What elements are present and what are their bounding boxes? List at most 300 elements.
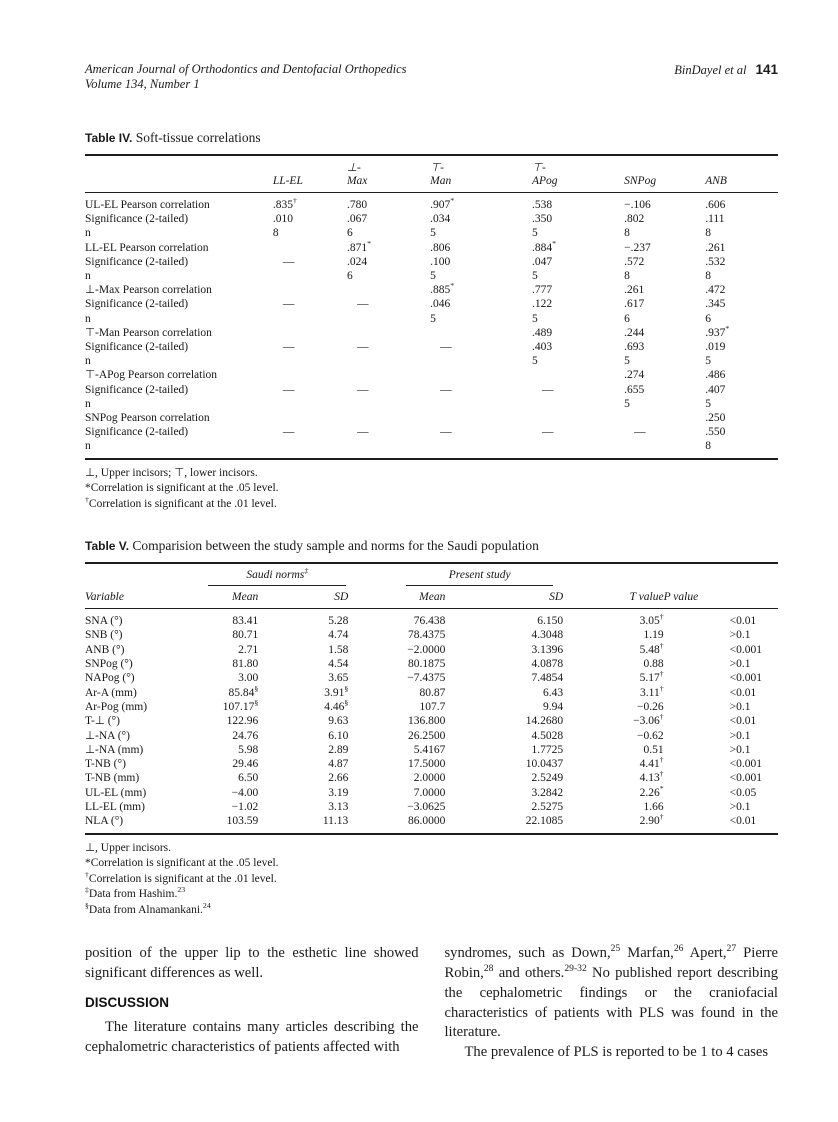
table4-col-header: ⊥- Max xyxy=(347,155,430,193)
row-label: Ar-A (mm) xyxy=(85,686,137,699)
table-cell xyxy=(273,368,347,382)
table-cell: −4.00 xyxy=(231,786,259,799)
table4-header-row xyxy=(85,155,778,193)
row-label: LL-EL Pearson correlation xyxy=(85,241,209,254)
table5-col-header: Mean xyxy=(206,586,258,609)
table-row xyxy=(85,425,778,439)
table-cell: 6.43 xyxy=(543,686,564,699)
table5-group-spacer xyxy=(664,563,778,586)
table-cell: <0.001 xyxy=(729,672,762,685)
footnote: †Correlation is significant at the .01 level. xyxy=(85,494,277,510)
table-cell: 122.96 xyxy=(226,715,259,728)
table-cell: .350 xyxy=(531,213,553,226)
table-cell: — xyxy=(541,383,554,396)
table-cell xyxy=(532,439,624,458)
footnote: *Correlation is significant at the .05 level. xyxy=(85,482,279,495)
row-label: NAPog (°) xyxy=(85,672,135,685)
table-cell: .802 xyxy=(624,213,645,226)
body-paragraph: syndromes, such as Down,$^{25}$ Marfan,$^{26}$ Apert,$^{27}$ Pierre Robin,$^{28}$ and others.$^{29-32}$ No published report describing the cephalometric findings or the craniofacial characteristics of patients with PLS was found in the literature. xyxy=(444,943,778,1041)
row-label: ⊥-NA (°) xyxy=(85,729,130,742)
table-cell: .538 xyxy=(531,199,553,211)
table-cell: 4.41† xyxy=(639,755,664,771)
table-cell: — xyxy=(282,255,295,268)
table-cell: .034 xyxy=(430,213,451,226)
table-cell: >0.1 xyxy=(729,700,751,713)
table-cell: 0.88 xyxy=(643,658,664,671)
table-cell: >0.1 xyxy=(729,801,751,814)
journal-name-block xyxy=(85,62,407,92)
table-row xyxy=(85,212,778,226)
table-cell: .100 xyxy=(430,255,451,268)
table-cell: — xyxy=(356,341,369,354)
body-column-right xyxy=(445,944,779,1063)
table-cell: <0.001 xyxy=(729,772,762,785)
table-cell: 5 xyxy=(531,227,538,240)
table5-caption: Comparision between the study sample and norms for the Saudi population xyxy=(132,538,539,554)
table-cell xyxy=(273,283,347,297)
table-row xyxy=(85,340,778,354)
table5-section xyxy=(85,537,778,918)
table-cell: 0.51 xyxy=(643,743,664,756)
table-cell: 4.3048 xyxy=(531,629,564,642)
table-cell: −3.0625 xyxy=(407,801,446,814)
table-row xyxy=(85,671,778,685)
row-label: T-NB (°) xyxy=(85,758,126,771)
table-cell: .780 xyxy=(346,199,368,211)
table-cell: 26.2500 xyxy=(407,729,446,742)
table-cell: −.106 xyxy=(624,199,651,211)
row-label: Significance (2-tailed) xyxy=(85,213,189,226)
table4-col-header: LL-EL xyxy=(273,155,347,193)
table-cell: .489 xyxy=(531,326,553,339)
table-cell xyxy=(347,397,430,411)
table-cell: .019 xyxy=(705,341,726,354)
row-label: ANB (°) xyxy=(85,643,125,656)
table-cell: <0.01 xyxy=(729,715,757,728)
table-row xyxy=(85,255,778,269)
table-cell xyxy=(532,411,624,425)
table-cell: 8 xyxy=(624,270,630,283)
table-cell: 6.150 xyxy=(537,615,564,628)
table-cell xyxy=(430,368,532,382)
table-cell: 4.87 xyxy=(328,758,349,771)
table-cell: 5.4167 xyxy=(413,743,446,756)
table-row xyxy=(85,771,778,785)
table-cell: 3.00 xyxy=(238,672,259,685)
table4-col-header: ⊤- Man xyxy=(430,155,532,193)
table-cell: .572 xyxy=(624,255,645,268)
table-cell: .550 xyxy=(705,426,726,439)
table-cell: 2.66 xyxy=(328,772,349,785)
table-cell: 1.58 xyxy=(328,643,349,656)
table5-col-header: SD xyxy=(445,586,563,609)
table-cell: .606 xyxy=(705,199,726,211)
table-cell: 3.91§ xyxy=(324,683,349,699)
table-cell: <0.01 xyxy=(729,815,757,828)
table-cell: .617 xyxy=(624,298,645,311)
table-cell: 103.59 xyxy=(226,815,259,828)
table-cell: 6.50 xyxy=(238,772,259,785)
table-cell: .244 xyxy=(624,326,645,339)
table-cell: 6 xyxy=(346,227,353,240)
table-cell xyxy=(273,397,347,411)
author-page-block xyxy=(674,62,778,78)
table-cell: 29.46 xyxy=(232,758,259,771)
table-cell: −3.06† xyxy=(633,712,664,728)
body-paragraph: The prevalence of PLS is reported to be 1 to 4 cases xyxy=(464,1044,769,1061)
table-cell: — xyxy=(634,426,646,439)
table4-col-header: SNPog xyxy=(624,155,705,193)
running-head xyxy=(85,62,778,92)
table-cell: 10.0437 xyxy=(525,758,564,771)
row-label: Significance (2-tailed) xyxy=(85,426,189,439)
table-cell: 3.2842 xyxy=(531,786,564,799)
table-row xyxy=(85,657,778,671)
row-label: Significance (2-tailed) xyxy=(85,341,189,354)
table-cell: .693 xyxy=(624,341,645,354)
table-cell: 78.4375 xyxy=(407,629,446,642)
table-cell xyxy=(532,397,624,411)
table-cell: 4.5028 xyxy=(531,729,564,742)
table-cell: 81.80 xyxy=(232,658,259,671)
table-cell: — xyxy=(541,426,554,439)
table-cell: 2.5275 xyxy=(531,801,564,814)
table-cell xyxy=(273,269,347,283)
table-row xyxy=(85,729,778,743)
table-cell: 4.0878 xyxy=(531,658,564,671)
table-cell: 6 xyxy=(705,312,711,325)
table-cell: 5 xyxy=(705,355,711,368)
row-label: n xyxy=(85,227,91,240)
table-cell xyxy=(430,397,532,411)
row-label: SNB (°) xyxy=(85,629,123,642)
footnote: ⊥, Upper incisors; ⊤, lower incisors. xyxy=(85,466,258,479)
table-row xyxy=(85,700,778,714)
table-cell: 22.1085 xyxy=(525,815,564,828)
table-cell: 85.84§ xyxy=(228,683,259,699)
footnote: †Correlation is significant at the .01 level. xyxy=(85,869,277,885)
table-cell: −7.4375 xyxy=(407,672,446,685)
table-cell xyxy=(624,439,705,458)
table-cell: 5.17† xyxy=(639,669,664,685)
row-label: LL-EL (mm) xyxy=(85,801,145,814)
table-cell: 3.13 xyxy=(328,801,349,814)
row-label: SNA (°) xyxy=(85,615,123,628)
table-cell: — xyxy=(282,383,295,396)
table-cell: .345 xyxy=(705,298,726,311)
table-cell: 4.74 xyxy=(328,629,349,642)
table-cell: .250 xyxy=(705,412,726,425)
table-cell xyxy=(430,326,532,340)
table-cell: 14.2680 xyxy=(525,715,564,728)
body-text xyxy=(85,944,778,1063)
table-row xyxy=(85,609,778,629)
table-cell: — xyxy=(282,426,295,439)
table-cell: >0.1 xyxy=(729,743,751,756)
table-cell: −.237 xyxy=(624,241,651,254)
table5-col-header: Mean xyxy=(348,586,445,609)
table-cell: 2.89 xyxy=(328,743,349,756)
table5-col-header: Variable xyxy=(85,586,206,609)
table-row xyxy=(85,757,778,771)
table5-title xyxy=(85,537,778,555)
table5-col-header: T value xyxy=(563,586,663,609)
footnote: *Correlation is significant at the .05 level. xyxy=(85,857,279,870)
table-cell xyxy=(273,312,347,326)
table-cell: .274 xyxy=(624,369,645,382)
table-cell: 6.10 xyxy=(328,729,349,742)
body-column-left xyxy=(85,944,419,1063)
table-cell: −0.62 xyxy=(636,729,664,742)
table-cell: <0.01 xyxy=(729,615,757,628)
table-cell: .655 xyxy=(624,383,645,396)
row-label: T-⊥ (°) xyxy=(85,715,120,728)
row-label: UL-EL (mm) xyxy=(85,786,147,799)
table-cell: −1.02 xyxy=(231,801,259,814)
table-cell xyxy=(347,283,430,297)
table-cell xyxy=(430,411,532,425)
table-cell: .486 xyxy=(705,369,726,382)
table-cell: .261 xyxy=(705,241,726,254)
table4-title xyxy=(85,129,778,147)
discussion-heading: DISCUSSION xyxy=(85,994,170,1010)
table-cell: 3.19 xyxy=(328,786,349,799)
table-cell: .067 xyxy=(346,213,368,226)
row-label: ⊥-NA (mm) xyxy=(85,743,144,756)
table-cell: .532 xyxy=(705,255,726,268)
page-number: 141 xyxy=(755,62,778,77)
row-label: NLA (°) xyxy=(85,815,124,828)
table-cell: — xyxy=(282,341,295,354)
table-cell: .806 xyxy=(430,241,451,254)
journal-name: American Journal of Orthodontics and Dentofacial Orthopedics xyxy=(85,62,407,76)
table-cell: 107.17§ xyxy=(222,698,259,713)
row-label: Significance (2-tailed) xyxy=(85,255,189,268)
table4-footnotes xyxy=(85,466,778,513)
table-cell xyxy=(347,354,430,368)
table-cell: 3.05† xyxy=(639,612,664,628)
table-cell: 1.7725 xyxy=(531,743,564,756)
table5-group-header: Present study xyxy=(348,563,563,586)
table-cell xyxy=(273,241,347,255)
table-cell: .937* xyxy=(705,324,730,339)
table-cell: 5 xyxy=(624,355,630,368)
row-label: Significance (2-tailed) xyxy=(85,298,189,311)
table5-footnotes xyxy=(85,841,778,919)
row-label: SNPog (°) xyxy=(85,658,133,671)
table-cell: .907* xyxy=(430,196,455,211)
table-cell: .407 xyxy=(705,383,726,396)
table-row xyxy=(85,397,778,411)
table-cell xyxy=(273,439,347,458)
table-cell: 5 xyxy=(624,397,630,410)
table-cell xyxy=(347,411,430,425)
footnote: §Data from Alnamankani.$^{24}$ xyxy=(85,900,211,916)
table-row xyxy=(85,283,778,297)
table-row xyxy=(85,354,778,368)
table-cell xyxy=(347,312,430,326)
journal-volume: Volume 134, Number 1 xyxy=(85,77,200,91)
table-cell xyxy=(347,439,430,458)
table-cell xyxy=(273,411,347,425)
table-row xyxy=(85,269,778,283)
table-cell: 9.94 xyxy=(543,700,564,713)
table-cell: 80.1875 xyxy=(407,658,446,671)
table-cell xyxy=(532,368,624,382)
table-cell: 136.800 xyxy=(407,715,446,728)
footnote: ⊥, Upper incisors. xyxy=(85,841,172,854)
row-label: ⊥-Max Pearson correlation xyxy=(85,284,212,297)
table-cell: .885* xyxy=(430,281,455,297)
row-label: n xyxy=(85,440,91,453)
table-row xyxy=(85,814,778,833)
table-cell xyxy=(430,354,532,368)
table-row xyxy=(85,368,778,382)
table-cell: 5 xyxy=(705,397,711,410)
table-cell xyxy=(273,354,347,368)
table-cell: 8 xyxy=(705,227,711,240)
row-label: SNPog Pearson correlation xyxy=(85,412,210,425)
table-cell: 11.13 xyxy=(322,815,349,828)
row-label: T-NB (mm) xyxy=(85,772,140,785)
table-cell: — xyxy=(356,426,369,439)
row-label: n xyxy=(85,312,91,325)
table-row xyxy=(85,241,778,255)
table-cell xyxy=(430,439,532,458)
row-label: ⊤-Man Pearson correlation xyxy=(85,326,212,339)
table-cell: — xyxy=(356,298,369,311)
table-cell: 2.0000 xyxy=(413,772,446,785)
table-cell: — xyxy=(282,298,295,311)
table-cell: >0.1 xyxy=(729,729,751,742)
table-cell: −2.0000 xyxy=(407,643,446,656)
table-row xyxy=(85,800,778,814)
table5-group-header: Saudi norms‡ xyxy=(206,563,348,586)
table-cell: — xyxy=(440,341,452,354)
table-cell: 76.438 xyxy=(413,615,446,628)
table-cell: 5 xyxy=(430,227,436,240)
table4-caption: Soft-tissue correlations xyxy=(135,130,261,145)
table-row xyxy=(85,714,778,728)
row-label: ⊤-APog Pearson correlation xyxy=(85,369,218,382)
table-cell: 24.76 xyxy=(232,729,259,742)
table-cell: 5.48† xyxy=(639,640,664,656)
table-cell: 80.87 xyxy=(419,686,446,699)
table-cell: 5.28 xyxy=(328,615,349,628)
table-cell: 7.0000 xyxy=(413,786,446,799)
table-cell: 8 xyxy=(272,227,279,240)
table-cell: 5 xyxy=(531,355,538,368)
table-row xyxy=(85,312,778,326)
table-cell: >0.1 xyxy=(729,658,751,671)
table-cell: 2.26* xyxy=(639,783,664,799)
table-cell xyxy=(273,326,347,340)
table-row xyxy=(85,628,778,642)
table5-header-row xyxy=(85,586,778,609)
body-paragraph: position of the upper lip to the esthetic line showed significant differences as well. xyxy=(85,945,419,981)
table5-group-spacer xyxy=(563,563,663,586)
table-cell: 80.71 xyxy=(232,629,259,642)
table-cell: 5 xyxy=(531,270,538,283)
table-cell: .261 xyxy=(624,284,645,297)
table-cell: 8 xyxy=(705,440,711,453)
table-cell: .046 xyxy=(430,298,451,311)
table-row xyxy=(85,383,778,397)
table-cell xyxy=(347,326,430,340)
row-label: Significance (2-tailed) xyxy=(85,383,189,396)
table-cell: −0.26 xyxy=(636,700,664,713)
table-row xyxy=(85,226,778,240)
table-cell: .777 xyxy=(531,284,553,297)
table-cell: — xyxy=(356,383,369,396)
row-label: UL-EL Pearson correlation xyxy=(85,199,210,211)
table-cell: 83.41 xyxy=(232,615,259,628)
row-label: n xyxy=(85,397,91,410)
table-row xyxy=(85,686,778,700)
table-row xyxy=(85,643,778,657)
table5-col-header: SD xyxy=(258,586,348,609)
table-cell: <0.05 xyxy=(729,786,757,799)
table-cell: 4.46§ xyxy=(324,698,349,713)
footnote: ‡Data from Hashim.$^{23}$ xyxy=(85,885,186,901)
table-row xyxy=(85,786,778,800)
table-cell: 17.5000 xyxy=(407,758,446,771)
table-cell: >0.1 xyxy=(729,629,751,642)
table-cell: .403 xyxy=(531,341,553,354)
body-paragraph: The literature contains many articles describing the cephalometric characteristics of patients affected with xyxy=(85,1018,419,1055)
table-row xyxy=(85,743,778,757)
table-row xyxy=(85,439,778,458)
table-cell: <0.001 xyxy=(729,643,762,656)
table-cell: 7.4854 xyxy=(531,672,564,685)
table-cell: 86.0000 xyxy=(407,815,446,828)
table-row xyxy=(85,411,778,425)
table-cell: — xyxy=(440,383,452,396)
saudi-norms-comparison-table xyxy=(85,562,778,834)
table-cell: 1.19 xyxy=(643,629,664,642)
table-cell: 107.7 xyxy=(419,700,446,713)
table-row xyxy=(85,193,778,213)
table-cell: <0.01 xyxy=(729,686,757,699)
table-cell: 3.11† xyxy=(640,683,664,699)
table5-group-spacer xyxy=(85,563,206,586)
table-cell xyxy=(624,411,705,425)
table-cell: 6 xyxy=(624,312,630,325)
row-label: Ar-Pog (mm) xyxy=(85,700,148,713)
soft-tissue-correlations-table xyxy=(85,154,778,460)
table4-col-header: ⊤- APog xyxy=(532,155,624,193)
table-cell: 4.13† xyxy=(639,769,664,785)
table-cell: .010 xyxy=(272,213,293,226)
table-cell: <0.001 xyxy=(729,758,762,771)
table-cell: .122 xyxy=(531,298,553,311)
row-label: n xyxy=(85,355,91,368)
table-cell: 8 xyxy=(705,270,711,283)
table-cell: 3.1396 xyxy=(531,643,564,656)
table-cell: 3.65 xyxy=(328,672,349,685)
running-authors: BinDayel et al xyxy=(674,63,747,77)
table5-col-header: P value xyxy=(664,586,778,609)
table-cell: .472 xyxy=(705,284,726,297)
table-cell: 6 xyxy=(346,270,353,283)
table-cell: 5.98 xyxy=(238,743,259,756)
table-cell: 8 xyxy=(624,227,630,240)
table-cell: 9.63 xyxy=(328,715,349,728)
table-cell: .835† xyxy=(272,196,297,211)
table-cell: 5 xyxy=(531,312,538,325)
table-cell: 5 xyxy=(430,270,436,283)
table-cell: .024 xyxy=(346,255,368,268)
